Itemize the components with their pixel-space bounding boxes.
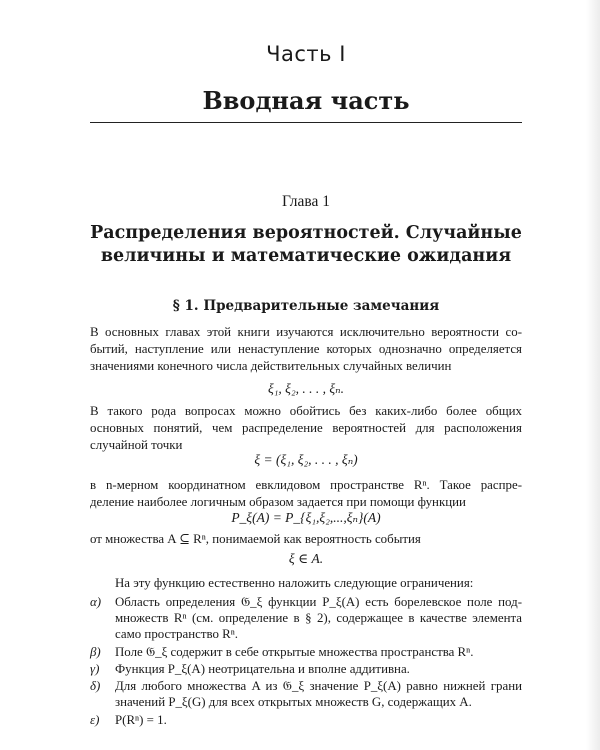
equation-distribution-function: P_ξ(A) = P_{ξ₁,ξ₂,...,ξₙ}(A) [231, 510, 381, 525]
condition-line: Область определения 𝔊_ξ функции P_ξ(A) есть борелевское поле под- [115, 595, 522, 609]
paragraph-line: бытий, наступление или ненаступление которых однозначно определяется [90, 342, 522, 356]
condition-line: Функция P_ξ(A) неотрицательна и вполне аддитивна. [115, 662, 410, 676]
chapter-title-line: величины и математические ожидания [100, 246, 512, 266]
condition-line: множеств Rⁿ (см. определение в § 2), содержащее в качестве элемента [115, 611, 522, 625]
part-label: Часть I [266, 42, 346, 66]
chapter-title-line: Распределения вероятностей. Случайные [90, 223, 522, 243]
equation-random-point: ξ = (ξ₁, ξ₂, . . . , ξₙ) [254, 452, 358, 467]
paragraph-line: значениями конечного числа действительных случайных величин [90, 359, 452, 373]
condition-line: Для любого множества A из 𝔊_ξ значение P_ξ(A) равно нижней грани [115, 679, 522, 693]
paragraph-line: деление наиболее логичным образом задается при помощи функции [90, 495, 466, 509]
condition-label: δ) [90, 679, 101, 693]
paragraph-line: В основных главах этой книги изучаются исключительно вероятности со- [90, 325, 522, 339]
paragraph-line: в n-мерном координатном евклидовом пространстве Rⁿ. Такое распре- [90, 478, 522, 492]
equation-event: ξ ∈ A. [288, 551, 324, 566]
title-rule [90, 122, 522, 123]
paragraph-line: В такого рода вопросах можно обойтись без каких-либо более общих [90, 404, 522, 418]
page-edge-shadow [586, 0, 600, 750]
section-title: § 1. Предварительные замечания [172, 298, 440, 314]
condition-line: P(Rⁿ) = 1. [115, 713, 167, 727]
paragraph-line: На эту функцию естественно наложить следующие ограничения: [115, 576, 474, 590]
paragraph-line: основных понятий, чем распределение вероятностей для расположения [90, 421, 522, 435]
condition-label: ε) [90, 713, 100, 727]
equation-variables: ξ₁, ξ₂, . . . , ξₙ. [267, 381, 345, 396]
condition-label: α) [90, 595, 102, 609]
chapter-title [90, 222, 522, 268]
condition-label: γ) [90, 662, 100, 676]
part-title: Вводная часть [202, 86, 410, 115]
paragraph-line: от множества A ⊆ Rⁿ, понимаемой как вероятность события [90, 532, 421, 546]
condition-line: Поле 𝔊_ξ содержит в себе открытые множества пространства Rⁿ. [115, 645, 474, 659]
chapter-label: Глава 1 [281, 193, 331, 210]
paragraph-line: случайной точки [90, 438, 183, 452]
condition-line: значений P_ξ(G) для всех открытых множеств G, содержащих A. [115, 695, 472, 709]
condition-label: β) [90, 645, 101, 659]
condition-line: само пространство Rⁿ. [115, 627, 239, 641]
